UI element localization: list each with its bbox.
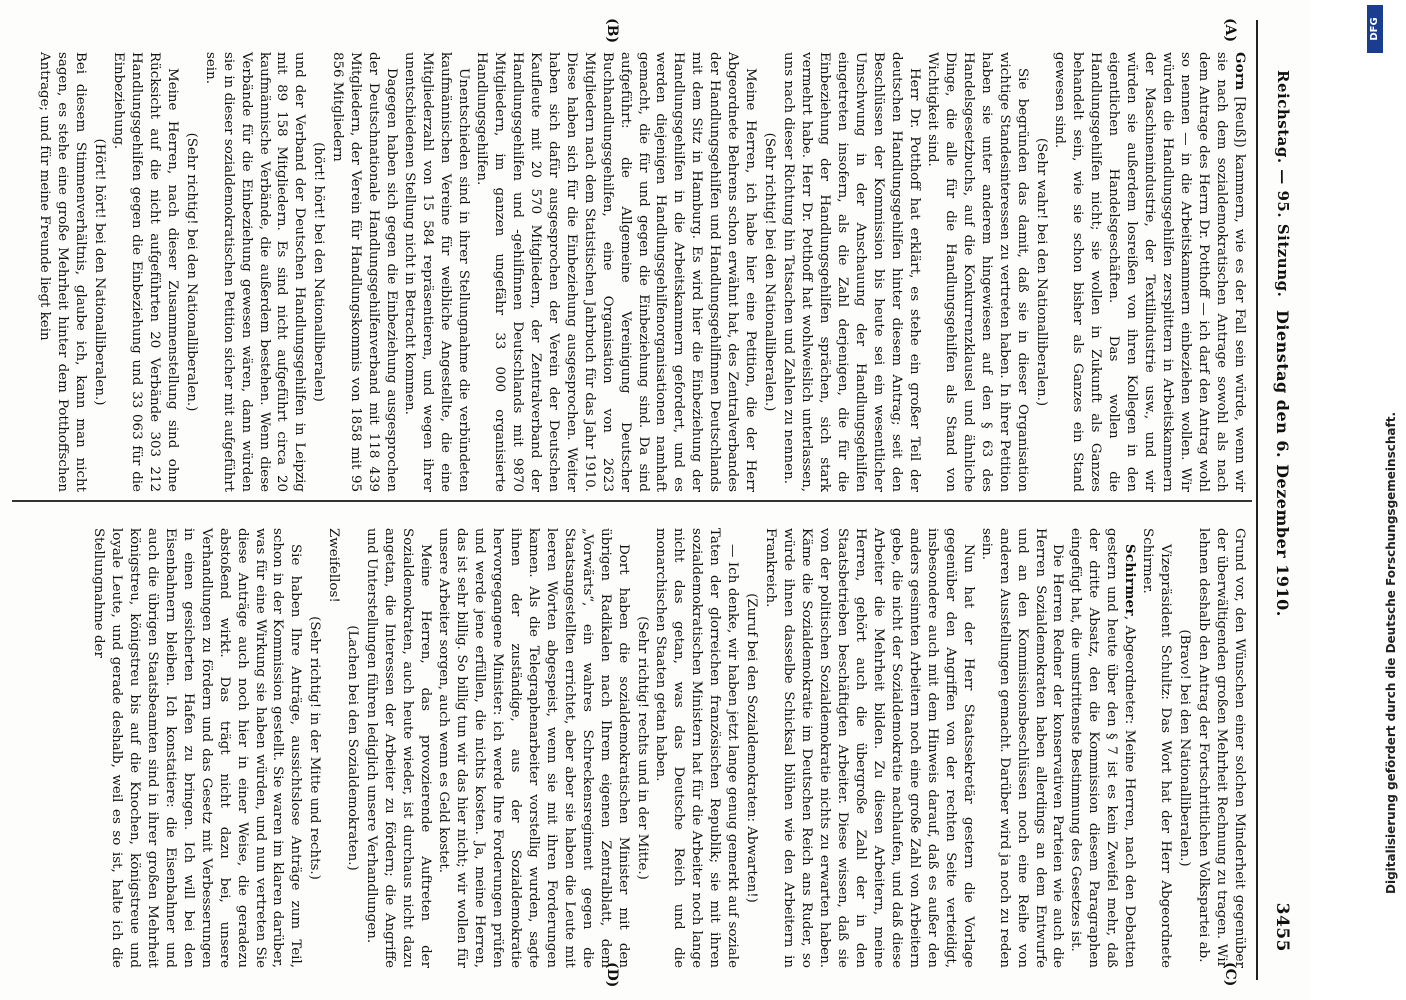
- column-divider: [12, 500, 1252, 502]
- header-left: Reichstag. — 95. Sitzung.: [1274, 70, 1292, 298]
- right-column: [13, 528, 1248, 968]
- right-interjection: (Sehr richtig! in der Mitte und rechts.): [307, 616, 323, 880]
- left-paragraph: Meine Herren, nach dieser Zusammenstellung sind ohne Rücksicht auf die nicht aufgeführten 20 Verbände 303 212 Handlungsgehilfen gegen die Einbeziehung und 33 063 für die Einbeziehung.: [110, 52, 180, 492]
- digitization-credit: [1346, 0, 1398, 1000]
- right-interjection: (Bravo! bei den Nationalliberalen.): [1177, 629, 1193, 867]
- right-paragraph: Zweifellos!: [326, 528, 342, 603]
- page-number: 3455: [1272, 902, 1292, 952]
- right-paragraph: Die Herren Redner der konservativen Parteien wie auch die Herren Sozialdemokraten haben allerdings an dem Entwurfe und an den Kommissionsbeschlüssen noch eine Reihe von anderen Ausstellungen gemacht. Darüber wird ja noch zu reden sein.: [978, 528, 1066, 968]
- left-paragraph: [1051, 52, 1248, 492]
- margin-letter-a: (A): [1222, 18, 1238, 43]
- left-paragraph: Meine Herren, ich habe hier eine Petition, die der Herr Abgeordnete Behrens schon erwähnt hat, des Zentralverbandes der Handlungsgehilfen und Handlungsgehilfinnen Deutschlands mit dem Sitz in Hamburg. Es wird hier die Einbeziehung der Handlungsgehilfen in die Arbeitskammern gefordert, und es werden diejenigen Handlungsgehilfenorganisationen namhaft gemacht, die für und gegen die Einbeziehung sind. Da sind aufgeführt: die Allgemeine Vereinigung Deutscher Buchhandlungsgehilfen, eine Organisation von 2623 Mitgliedern nach dem Statistischen Jahrbuch für das Jahr 1910. Diese haben sich für die Einbeziehung ausgesprochen. Weiter haben sich dafür ausgesprochen der Verein der Deutschen Kaufleute mit 20 570 Mitgliedern, der Zentralverband der Handlungsgehilfen und -gehilfinnen Deutschlands mit 9870 Mitgliedern, im ganzen ungefähr 33 000 organisierte Handlungsgehilfen.: [473, 52, 759, 492]
- right-paragraph: Nun hat der Herr Staatssekretär gestern die Vorlage gegenüber den Angriffen von der rechten Seite verteidigt, insbesondere auch mit dem Hinweis darauf, daß es außer den anders gesinnten Arbeitern noch eine große Zahl von Arbeitern gebe, die nicht der Sozialdemokratie nachlaufen, und daß diese Arbeiter die Mehrheit bilden. Zu diesen Arbeitern, meine Herren, gehört auch die übergroße Zahl der in den Staatsbetrieben beschäftigten Arbeiter. Diese wissen, daß sie von der politischen Sozialdemokratie nichts zu erwarten haben. Käme die Sozialdemokratie im Deutschen Reich ans Ruder, so würde ihnen dasselbe Schicksal blühen wie den Arbeitern in Frankreich.: [763, 528, 976, 968]
- credit-text: Digitalisierung gefördert durch die Deutsche Forschungsgemeinschaft.: [1384, 411, 1398, 894]
- left-interjection: (Sehr richtig! bei den Nationalliberalen.): [762, 132, 778, 412]
- right-paragraph: [1066, 528, 1138, 968]
- left-paragraph: Sie begründen das damit, daß sie in dieser Organisation wichtige Standesinteressen zu vertreten haben. In ihrer Petition haben sie unter anderem hingewiesen auf den § 63 des Handelsgesetzbuchs, auf die Konkurrenzklausel und ähnliche Dinge, die alle für die Handlungsgehilfen als Stand von Wichtigkeit sind.: [924, 52, 1030, 492]
- left-paragraph: Dagegen haben sich gegen die Einbeziehung ausgesprochen der Deutschnationale Handlungsgehilfenverband mit 118 439 Mitgliedern, der Verein für Handlungskommis von 1858 mit 95 856 Mitgliedern: [330, 52, 400, 492]
- margin-letter-b: (B): [604, 18, 620, 44]
- right-interjection: (Lachen bei den Sozialdemokraten.): [345, 625, 361, 871]
- right-paragraph: — Ich denke, wir haben jetzt lange genug gemerkt auf soziale Taten der glorreichen französischen Republik; sie mit ihren sozialdemokratischen Ministern hat für die Arbeiter noch lange nicht das getan, was das Deutsche Reich und die monarchischen Staaten getan haben.: [653, 528, 741, 968]
- margin-letter-c: (C): [1222, 962, 1238, 987]
- dfg-logo-text: DFG: [1369, 17, 1380, 41]
- right-paragraph: Meine Herren, das provozierende Auftreten der Sozialdemokraten, auch heute wieder, ist durchaus nicht dazu angetan, die Interessen der Arbeiter zu fördern; die Angriffe und Unterstellungen führen lediglich unsere Verhandlungen.: [364, 528, 434, 968]
- left-paragraph: und der Verband der Deutschen Handlungsgehilfen in Leipzig mit 89 158 Mitgliedern. Es sind nicht aufgeführt circa 20 kaufmännische Verbände, die außerdem bestehen. Wenn diese Verbände für die Einbeziehung gewesen wären, dann würden sie in dieser sozialdemokratischen Petition sicher mit aufgeführt sein.: [202, 52, 308, 492]
- left-interjection: (Hört! hört! bei den Nationalliberalen.): [91, 138, 107, 406]
- dfg-logo: [1367, 5, 1383, 53]
- left-column: [13, 52, 1248, 492]
- header-date: Dienstag den 6. Dezember 1910.: [1273, 310, 1292, 617]
- left-paragraph: Unentschieden sind in ihrer Stellungnahme die verbündeten kaufmännischen Vereine für weibliche Angestellte, die eine Mitgliederzahl von 15 584 repräsentieren, und wegen ihrer unentschiedenen Stellung nicht in Betracht kommen.: [402, 52, 472, 492]
- left-paragraph: Bei diesem Stimmenverhältnis, glaube ich, kann man nicht sagen, es stehe eine große Mehrheit hinter dem Potthoffschen Antrage; und für meine Freunde liegt kein: [37, 52, 88, 492]
- left-paragraph: Herr Dr. Potthoff hat erklärt, es stehe ein großer Teil der deutschen Handlungsgehilfen hinter diesem Antrag; seit den Beschlüssen der Kommission bis heute sei ein wesentlicher Umschwung in der Anschauung der Handlungsgehilfen eingetreten insofern, als die Zahl derjenigen, die für die Einbeziehung der Handlungsgehilfen sprächen, sich stark vermehrt habe. Herr Dr. Potthoff hat wohlweislich unterlassen, uns nach dieser Richtung hin Tatsachen und Zahlen zu nennen.: [781, 52, 922, 492]
- right-paragraph: Dort haben die sozialdemokratischen Minister mit den übrigen Radikalen nach Ihrem eigenen Zentralblatt, dem „Vorwärts“, ein wahres Schreckensregiment gegen die Staatsangestellten errichtet, aber aber sie haben die Leute mit leeren Worten abgespeist, wenn sie mit ihren Forderungen kamen. Als die Telegraphenarbeiter vorstellig wurden, sagte ihnen der zuständige, aus der Sozialdemokratie hervorgegangene Minister: ich werde Ihre Forderungen prüfen und werde jene erfüllen, die nichts kosten. Ja, meine Herren, das ist sehr billig. So billig tun wir das hier nicht; wir wollen für unsere Arbeiter sorgen, auch wenn es Geld kostet.: [436, 528, 631, 968]
- header-rule: [1256, 20, 1258, 980]
- margin-letter-d: (D): [604, 962, 620, 988]
- left-interjection: (hört! hört! bei den Nationalliberalen): [311, 142, 327, 402]
- right-paragraph: Sie haben Ihre Anträge, aussichtslose Anträge zum Teil, schon in der Kommission gestellt. Sie waren im klaren darüber, was für eine Wirkung sie haben würden, und nun vertreten Sie diese Anträge auch noch hier in einer Weise, die geradezu abstoßend wirkt. Das trägt nicht dazu bei, unsere Verhandlungen zu fördern und das Gesetz mit Verbesserungen in einen gesicherten Hafen zu bringen. Ich will bei den Eisenbahnern bleiben. Ich konstatiere: die Eisenbahner und auch die übrigen Staatsbeamten sind in ihrer großen Mehrheit königstreu, königstreu bis auf die Knochen, königstreue und loyale Leute, und gerade deshalb, weil es so ist, halte ich die Stellungnahme der: [90, 528, 304, 968]
- paragraph-text: [Reuß]) kammern, wie es der Fall sein würde, wenn wir sie nach dem sozialdemokratischen Antrage sowohl als nach dem Antrage des Herrn Dr. Potthoff — ich darf den Antrag wohl so nennen — in die Arbeitskammern einbeziehen wollen. Wir würden die Handlungsgehilfen zersplittern in Arbeitskammern der Maschinenindustrie, der Textilindustrie usw., und wir würden sie außerdem losreißen von ihren Kollegen in den eigentlichen Handelsgeschäften. Das wollen die Handlungsgehilfen nicht; sie wollen in Zukunft als Ganzes behandelt sein, wie sie schon bisher als Ganzes ein Stand gewesen sind.: [1052, 52, 1247, 492]
- right-interjection: (Sehr richtig! rechts und in der Mitte.): [634, 616, 650, 880]
- left-interjection: (Sehr wahr! bei den Nationalliberalen.): [1033, 137, 1049, 407]
- right-paragraph: Grund vor, den Wünschen einer solchen Minderheit gegenüber der überwältigenden großen Mehrheit Rechnung zu tragen. Wir lehnen deshalb den Antrag der Fortschrittlichen Volkspartei ab.: [1196, 528, 1247, 968]
- page-header: [1250, 0, 1310, 1000]
- paragraph-text: , Abgeordneter: Meine Herren, nach den Debatten gestern und heute über den § 7 ist es kein Zweifel mehr, daß der dritte Absatz, den die Kommission diesem Paragraphen eingefügt hat, die umstrittenste Bestimmung des Gesetzes ist.: [1068, 528, 1138, 968]
- left-interjection: (Sehr richtig! bei den Nationalliberalen.): [183, 132, 199, 412]
- right-interjection: (Zuruf bei den Sozialdemokraten: Abwarten!): [744, 593, 760, 903]
- speaker-name: Gorn: [1232, 52, 1248, 91]
- right-paragraph: Vizepräsident Schultz: Das Wort hat der Herr Abgeordnete Schirmer.: [1140, 528, 1174, 968]
- speaker-name: Schirmer: [1122, 544, 1139, 616]
